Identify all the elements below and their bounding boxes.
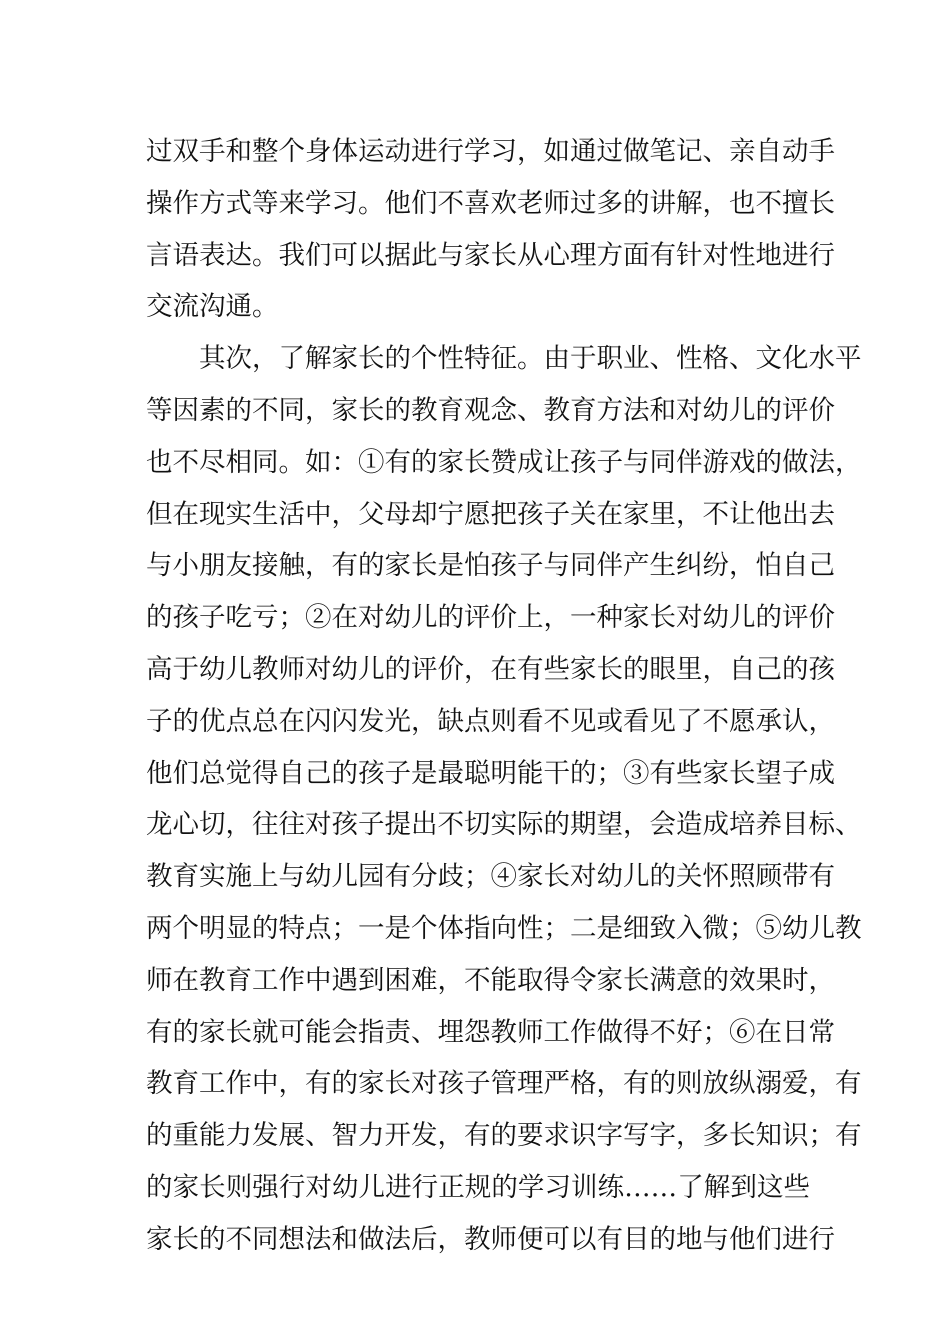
text-line: 与小朋友接触，有的家长是怕孩子与同伴产生纠纷，怕自己 <box>146 550 835 582</box>
text-line: 高于幼儿教师对幼儿的评价，在有些家长的眼里，自己的孩 <box>146 653 835 685</box>
paragraph-1 <box>146 126 835 333</box>
text-line: 但在现实生活中，父母却宁愿把孩子关在家里，不让他出去 <box>146 498 835 530</box>
text-line: 等因素的不同，家长的教育观念、教育方法和对幼儿的评价 <box>146 394 835 426</box>
paragraph-2 <box>146 333 862 1265</box>
text-line: 子的优点总在闪闪发光，缺点则看不见或看见了不愿承认， <box>146 705 835 737</box>
document-body <box>146 126 862 1266</box>
text-line: 言语表达。我们可以据此与家长从心理方面有针对性地进行 <box>146 239 835 271</box>
text-line: 师在教育工作中遇到困难，不能取得令家长满意的效果时， <box>146 964 835 996</box>
text-line: 有的家长就可能会指责、埋怨教师工作做得不好；⑥在日常 <box>146 1016 835 1048</box>
text-line: 两个明显的特点；一是个体指向性；二是细致入微；⑤幼儿教 <box>146 912 862 944</box>
text-line: 教育实施上与幼儿园有分歧；④家长对幼儿的关怀照顾带有 <box>146 861 835 893</box>
text-line: 也不尽相同。如：①有的家长赞成让孩子与同伴游戏的做法， <box>146 446 862 478</box>
text-line: 过双手和整个身体运动进行学习，如通过做笔记、亲自动手 <box>146 136 835 167</box>
text-line: 龙心切，往往对孩子提出不切实际的期望，会造成培养目标、 <box>146 809 862 841</box>
text-line: 的孩子吃亏；②在对幼儿的评价上，一种家长对幼儿的评价 <box>146 602 835 634</box>
text-line: 他们总觉得自己的孩子是最聪明能干的；③有些家长望子成 <box>146 757 835 789</box>
text-line: 交流沟通。 <box>146 291 279 323</box>
text-line: 教育工作中，有的家长对孩子管理严格，有的则放纵溺爱，有 <box>146 1068 862 1100</box>
text-line: 的家长则强行对幼儿进行正规的学习训练……了解到这些 <box>146 1171 810 1203</box>
text-line: 的重能力发展、智力开发，有的要求识字写字，多长知识；有 <box>146 1120 862 1152</box>
text-line: 家长的不同想法和做法后，教师便可以有目的地与他们进行 <box>146 1223 835 1255</box>
text-line: 操作方式等来学习。他们不喜欢老师过多的讲解，也不擅长 <box>146 187 835 219</box>
text-line: 其次，了解家长的个性特征。由于职业、性格、文化水平 <box>199 343 862 375</box>
